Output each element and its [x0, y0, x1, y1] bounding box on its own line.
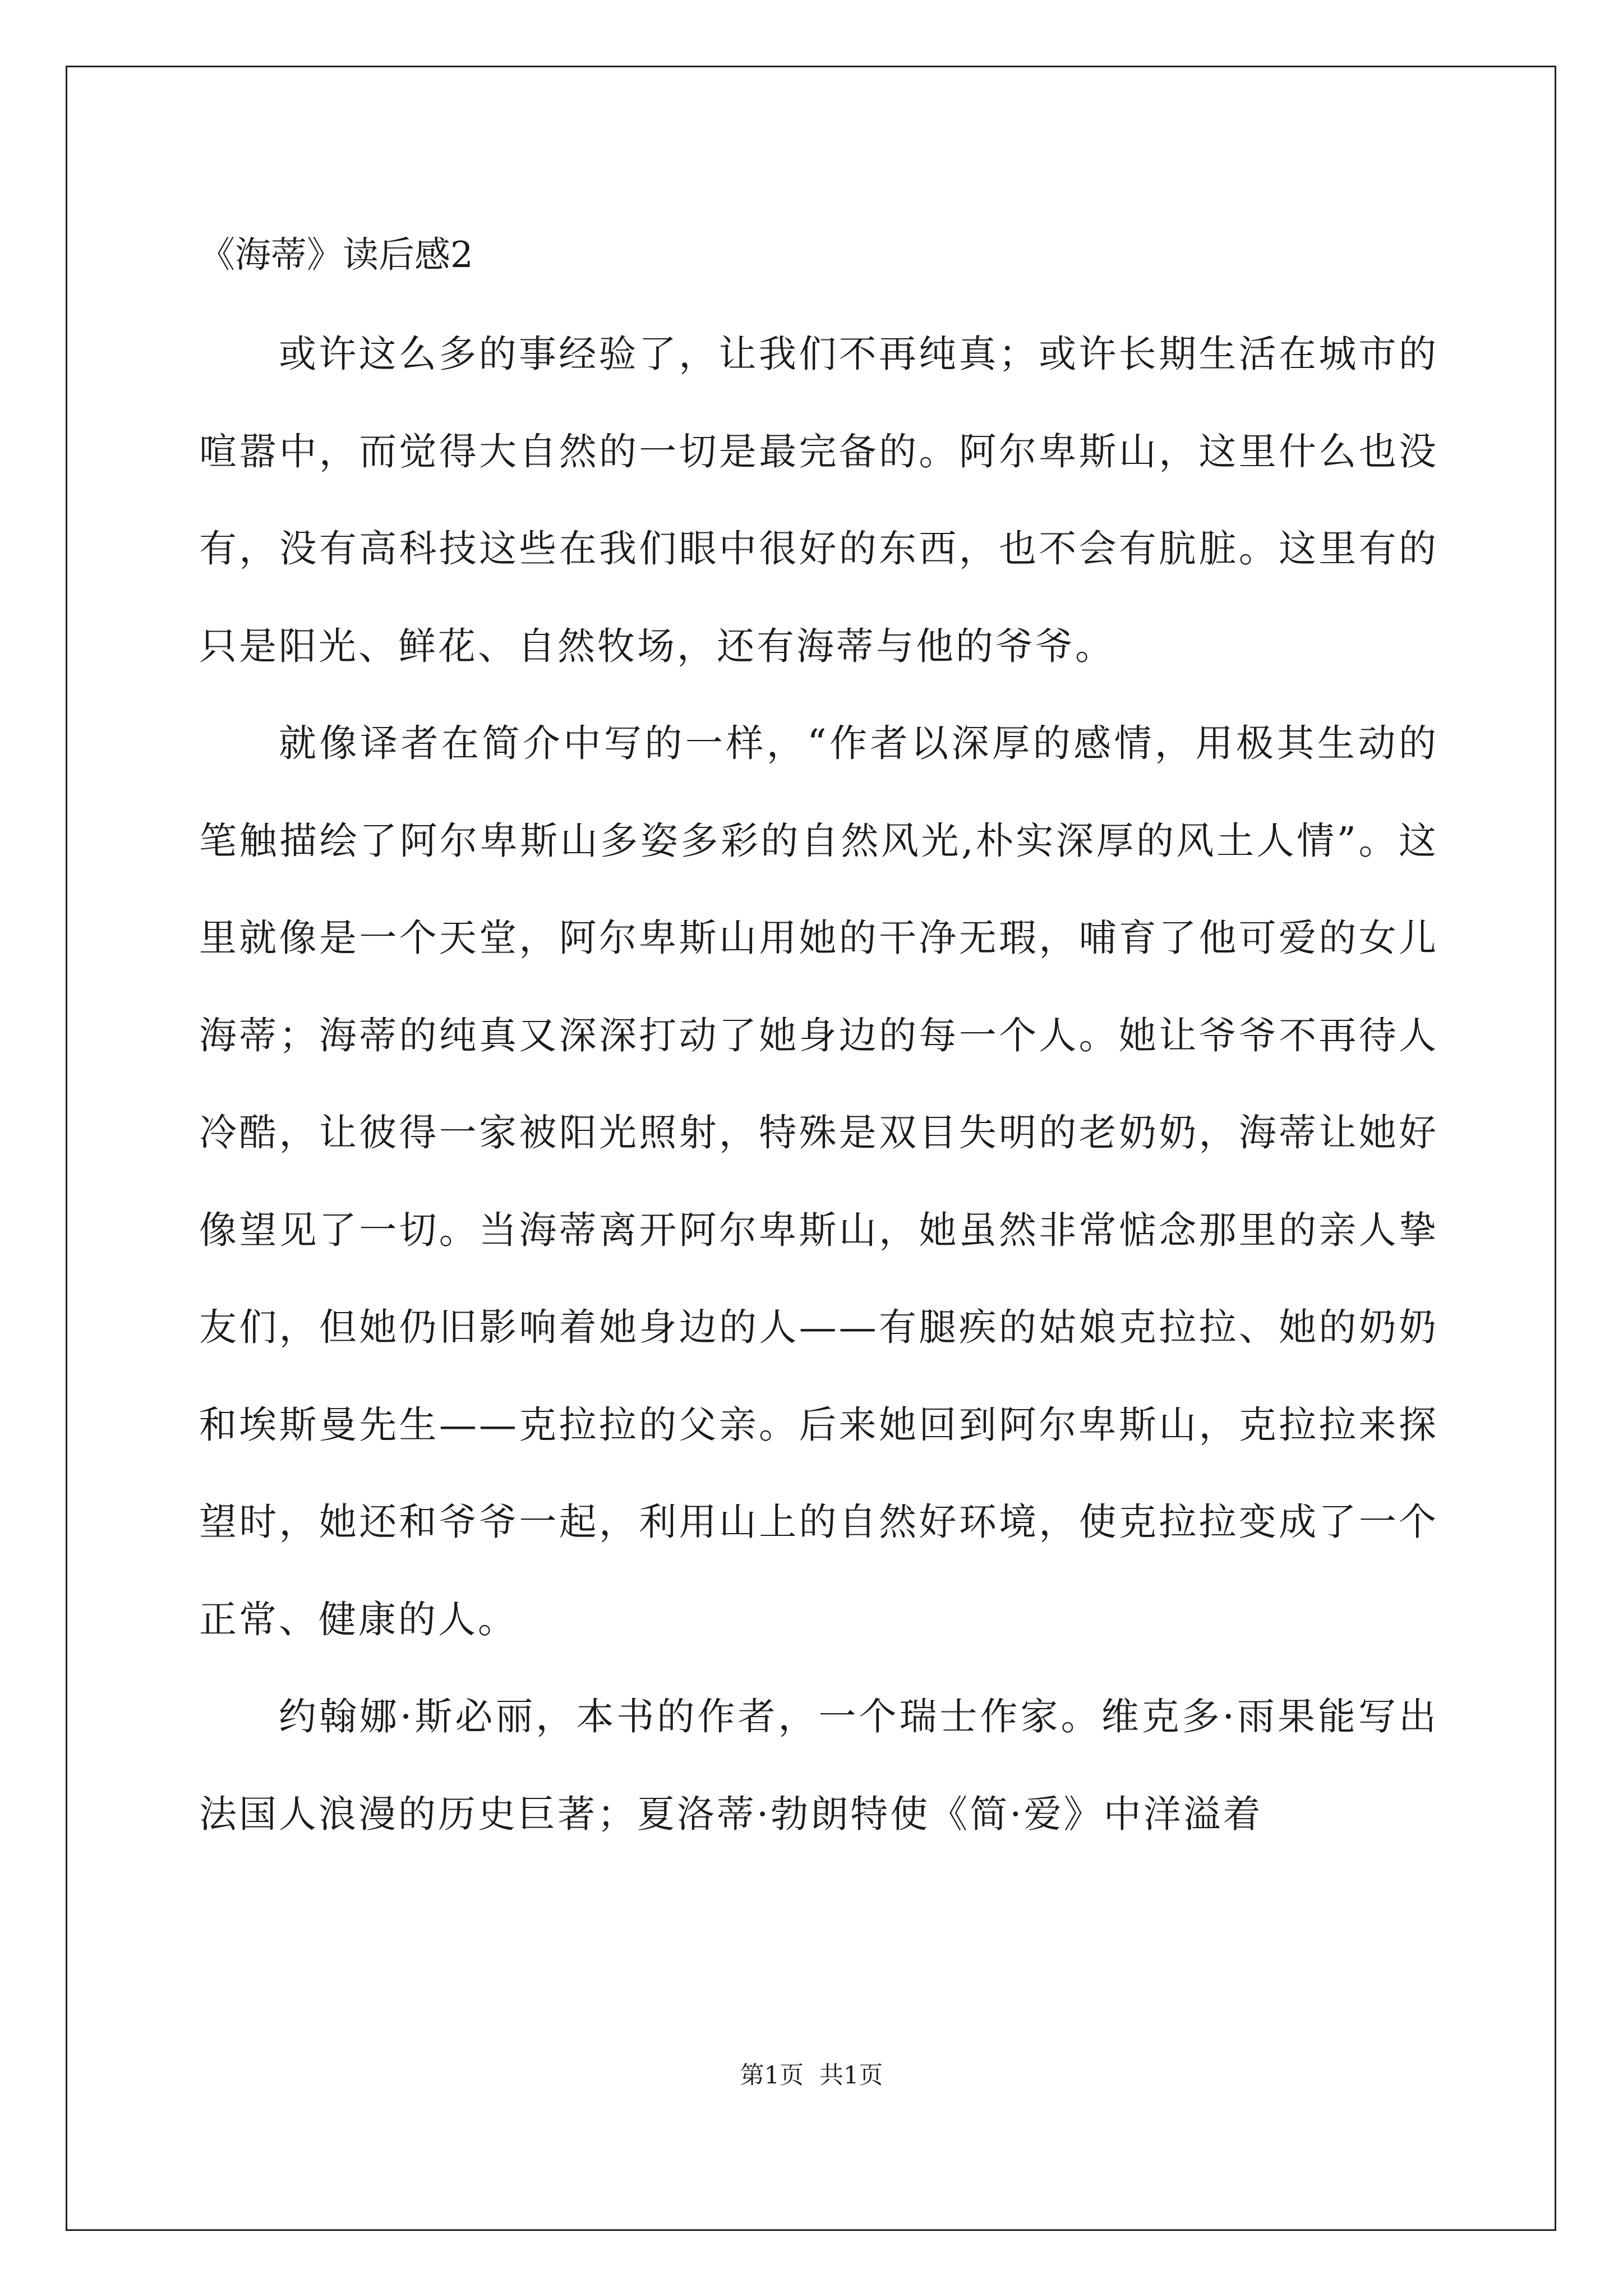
- paragraph: 或许这么多的事经验了，让我们不再纯真；或许长期生活在城市的喧嚣中，而觉得大自然的一切是最完备的。阿尔卑斯山，这里什么也没有，没有高科技这些在我们眼中很好的东西，也不会有肮脏。这里有的只是阳光、鲜花、自然牧场，还有海蒂与他的爷爷。: [199, 332, 1438, 668]
- paragraph: 约翰娜·斯必丽，本书的作者，一个瑞士作家。维克多·雨果能写出法国人浪漫的历史巨著；夏洛蒂·勃朗特使《简·爱》中洋溢着: [199, 1695, 1438, 1836]
- paragraph: 就像译者在简介中写的一样，“作者以深厚的感情，用极其生动的笔触描绘了阿尔卑斯山多姿多彩的自然风光,朴实深厚的风土人情”。这里就像是一个天堂，阿尔卑斯山用她的干净无瑕，哺育了他可爱的女儿海蒂；海蒂的纯真又深深打动了她身边的每一个人。她让爷爷不再待人冷酷，让彼得一家被阳光照射，特殊是双目失明的老奶奶，海蒂让她好像望见了一切。当海蒂离开阿尔卑斯山，她虽然非常惦念那里的亲人挚友们，但她仍旧影响着她身边的人——有腿疾的姑娘克拉拉、她的奶奶和埃斯曼先生——克拉拉的父亲。后来她回到阿尔卑斯山，克拉拉来探望时，她还和爷爷一起，利用山上的自然好环境，使克拉拉变成了一个正常、健康的人。: [199, 721, 1438, 1641]
- page-total: 共1页: [819, 2062, 883, 2090]
- page-footer: [0, 2059, 1623, 2092]
- document-title: 《海蒂》读后感2: [199, 234, 473, 276]
- document-body: [199, 205, 1438, 1863]
- page-number: 第1页: [740, 2062, 804, 2090]
